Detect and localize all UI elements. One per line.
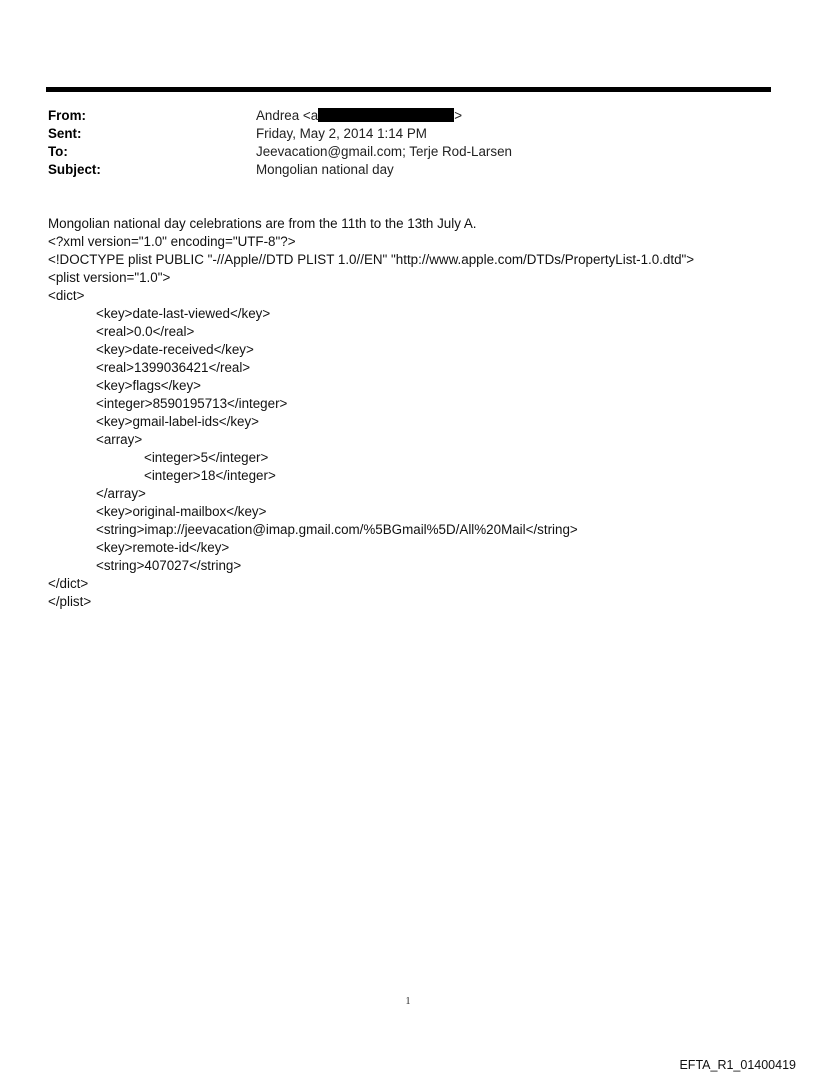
from-name: Andrea < (256, 108, 311, 123)
xml-line: <real>1399036421</real> (96, 360, 251, 375)
xml-line: <integer>18</integer> (144, 468, 276, 483)
to-value: Jeevacation@gmail.com; Terje Rod-Larsen (256, 144, 512, 159)
message-text: Mongolian national day celebrations are from the 11th to the 13th July A. (48, 216, 477, 231)
xml-line: <key>date-received</key> (96, 342, 254, 357)
email-header (48, 107, 768, 179)
xml-line: <string>407027</string> (96, 558, 242, 573)
xml-line: </array> (96, 486, 146, 501)
xml-line: <integer>8590195713</integer> (96, 396, 288, 411)
email-body (48, 215, 788, 611)
header-rule (46, 87, 771, 92)
page-number: 1 (405, 996, 411, 1007)
from-row (48, 107, 768, 125)
subject-label: Subject: (48, 162, 101, 177)
xml-line: <key>remote-id</key> (96, 540, 230, 555)
sent-label: Sent: (48, 126, 82, 141)
from-value (256, 107, 768, 125)
xml-line: <real>0.0</real> (96, 324, 195, 339)
from-visible-char: a (310, 108, 319, 123)
xml-line: <array> (96, 432, 143, 447)
xml-line: <?xml version="1.0" encoding="UTF-8"?> (48, 234, 296, 249)
sent-value: Friday, May 2, 2014 1:14 PM (256, 126, 427, 141)
xml-line: </dict> (48, 576, 89, 591)
xml-line: <key>original-mailbox</key> (96, 504, 267, 519)
xml-line: <key>flags</key> (96, 378, 201, 393)
xml-line: <key>date-last-viewed</key> (96, 306, 271, 321)
subject-row (48, 161, 768, 179)
xml-line: <integer>5</integer> (144, 450, 269, 465)
from-label: From: (48, 108, 86, 123)
redaction-bar (318, 108, 454, 122)
to-row (48, 143, 768, 161)
xml-line: <key>gmail-label-ids</key> (96, 414, 260, 429)
from-suffix: > (454, 108, 463, 123)
xml-line: <dict> (48, 288, 85, 303)
xml-line: <!DOCTYPE plist PUBLIC "-//Apple//DTD PLIST 1.0//EN" "http://www.apple.com/DTDs/PropertyList-1.0.dtd"> (48, 252, 695, 267)
subject-value: Mongolian national day (256, 162, 394, 177)
to-label: To: (48, 144, 68, 159)
sent-row (48, 125, 768, 143)
xml-line: <plist version="1.0"> (48, 270, 171, 285)
document-id: EFTA_R1_01400419 (679, 1058, 796, 1072)
xml-line: </plist> (48, 594, 92, 609)
xml-line: <string>imap://jeevacation@imap.gmail.com/%5BGmail%5D/All%20Mail</string> (96, 522, 578, 537)
